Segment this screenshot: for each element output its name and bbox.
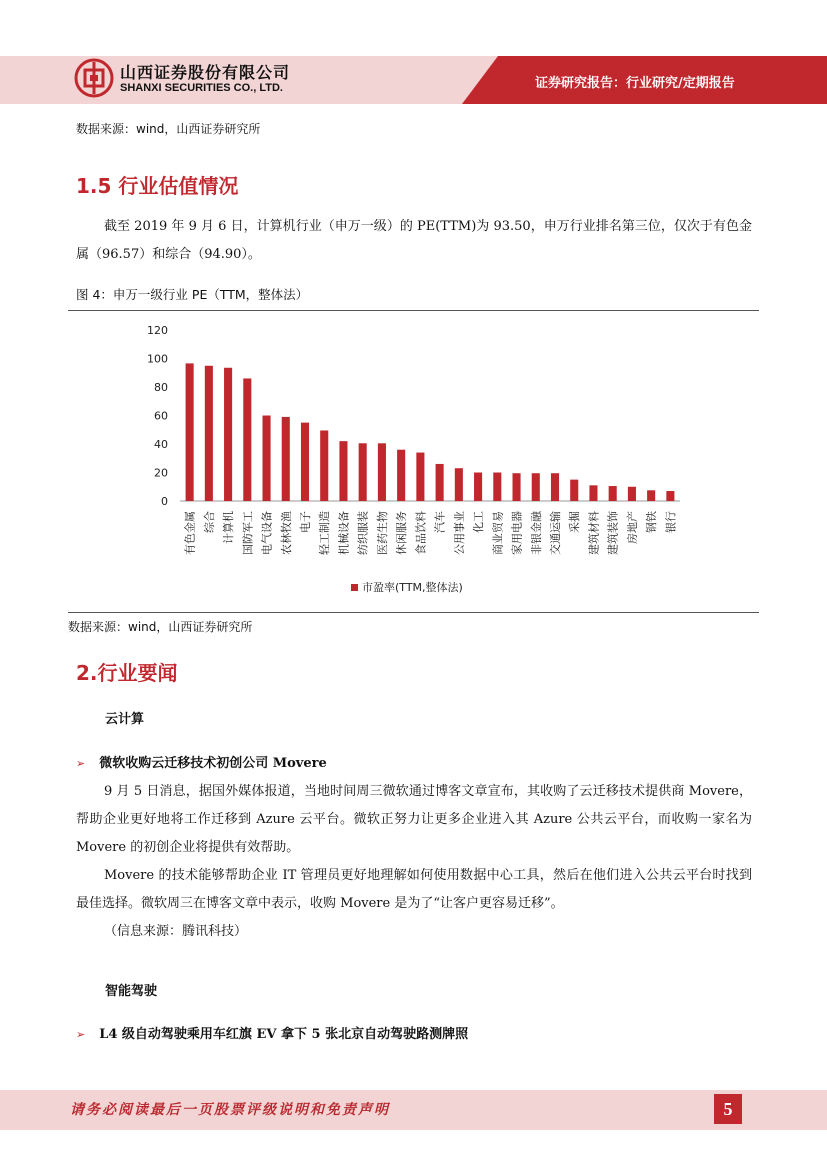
x-tick-label: 轻工制造 xyxy=(318,511,332,555)
bar xyxy=(628,487,636,501)
page-number: 5 xyxy=(714,1094,742,1124)
x-tick-label: 有色金属 xyxy=(183,511,197,555)
x-tick-label: 农林牧渔 xyxy=(279,511,293,555)
company-name-en: SHANXI SECURITIES CO., LTD. xyxy=(120,82,283,94)
bar xyxy=(224,368,232,501)
bar xyxy=(339,441,347,501)
news-title-microsoft: 微软收购云迁移技术初创公司 Movere xyxy=(99,756,327,771)
bar xyxy=(263,416,271,502)
section-title-2: 2.行业要闻 xyxy=(76,661,178,685)
subheading-cloud: 云计算 xyxy=(105,712,145,727)
news-title-hongqi: L4 级自动驾驶乘用车红旗 EV 拿下 5 张北京自动驾驶路测牌照 xyxy=(99,1027,469,1042)
bar xyxy=(243,378,251,501)
x-tick-label: 休闲服务 xyxy=(395,511,409,555)
y-tick-label: 120 xyxy=(147,324,168,337)
valuation-paragraph xyxy=(76,213,752,269)
x-tick-label: 家用电器 xyxy=(510,511,524,555)
pe-bar-chart xyxy=(68,312,759,610)
page-header xyxy=(0,0,827,108)
y-tick-label: 0 xyxy=(161,495,168,508)
news-item-microsoft xyxy=(76,752,327,771)
microsoft-para-2: Movere 的技术能够帮助企业 IT 管理员更好地理解如何使用数据中心工具，然后在他们进入公共云平台时找到最佳选择。微软周三在博客文章中表示，收购 Movere 是为了“让客户更容易迁移”。 xyxy=(76,868,752,911)
x-tick-label: 汽车 xyxy=(433,511,447,533)
bar xyxy=(551,473,559,501)
bar xyxy=(493,473,501,502)
valuation-text: 截至 2019 年 9 月 6 日，计算机行业（申万一级）的 PE(TTM)为 93.50，申万行业排名第三位，仅次于有色金属（96.57）和综合（94.90）。 xyxy=(76,219,752,262)
figure-top-rule xyxy=(68,310,759,311)
info-source: （信息来源：腾讯科技） xyxy=(104,924,248,939)
bar xyxy=(436,464,444,501)
figure-data-source: 数据来源：wind，山西证券研究所 xyxy=(68,620,253,634)
company-logo-icon xyxy=(74,58,114,98)
bars-group xyxy=(186,363,675,501)
bar xyxy=(570,480,578,501)
bar xyxy=(609,486,617,501)
y-tick-label: 80 xyxy=(154,381,168,394)
x-tick-label: 交通运输 xyxy=(549,511,562,555)
x-axis-labels xyxy=(183,510,678,555)
bar xyxy=(532,473,540,501)
x-tick-label: 非银金融 xyxy=(529,511,543,555)
bar xyxy=(416,453,424,501)
bullet-arrow-icon: ➢ xyxy=(76,1028,86,1041)
x-tick-label: 电气设备 xyxy=(260,511,274,555)
figure-title: 图 4：申万一级行业 PE（TTM，整体法） xyxy=(76,287,309,302)
legend-label: 市盈率(TTM,整体法) xyxy=(362,581,463,594)
bar xyxy=(320,430,328,501)
x-tick-label: 医药生物 xyxy=(375,511,389,555)
x-tick-label: 机械设备 xyxy=(337,511,351,555)
x-tick-label: 公用事业 xyxy=(452,511,466,555)
bar xyxy=(282,417,290,501)
x-tick-label: 采掘 xyxy=(568,511,582,533)
y-tick-label: 100 xyxy=(147,352,168,366)
bar xyxy=(186,363,194,501)
x-tick-label: 建筑装饰 xyxy=(606,511,620,555)
y-tick-label: 60 xyxy=(154,409,168,423)
microsoft-para-1: 9 月 5 日消息，据国外媒体报道，当地时间周三微软通过博客文章宣布，其收购了云迁移技术提供商 Movere，帮助企业更好地将工作迁移到 Azure 云平台。微软正努力让更多企业进入其 Azure 公共云平台，而收购一家名为 Movere 的初创企业将提供有效帮助。 xyxy=(76,784,752,855)
bar xyxy=(589,485,597,501)
x-tick-label: 房地产 xyxy=(625,511,639,544)
report-type-tag: 证券研究报告：行业研究/定期报告 xyxy=(535,76,735,91)
bar xyxy=(205,366,213,501)
bar xyxy=(513,473,521,501)
x-tick-label: 电子 xyxy=(299,511,312,533)
bullet-arrow-icon: ➢ xyxy=(76,757,86,770)
x-tick-label: 化工 xyxy=(472,511,486,533)
bar xyxy=(474,473,482,502)
x-tick-label: 食品饮料 xyxy=(414,511,428,555)
bar xyxy=(301,423,309,501)
y-tick-label: 40 xyxy=(154,438,168,451)
news-item-hongqi xyxy=(76,1023,468,1042)
section-title-1-5: 1.5 行业估值情况 xyxy=(76,174,239,198)
x-tick-label: 综合 xyxy=(202,511,216,533)
x-tick-label: 建筑材料 xyxy=(587,511,601,555)
top-data-source: 数据来源：wind，山西证券研究所 xyxy=(76,122,261,136)
footer-disclaimer: 请务必阅读最后一页股票评级说明和免责声明 xyxy=(70,1102,390,1118)
bar xyxy=(647,490,655,501)
x-tick-label: 钢铁 xyxy=(645,511,659,533)
company-name-cn: 山西证券股份有限公司 xyxy=(120,63,291,82)
chart-legend xyxy=(351,580,463,594)
microsoft-paragraphs xyxy=(76,778,752,946)
bar xyxy=(359,443,367,501)
bar xyxy=(666,491,674,501)
x-tick-label: 纺织服装 xyxy=(356,511,370,555)
bar xyxy=(397,450,405,501)
bar xyxy=(455,468,463,501)
x-tick-label: 银行 xyxy=(664,511,678,533)
x-tick-label: 计算机 xyxy=(222,511,236,544)
y-tick-label: 20 xyxy=(154,466,168,480)
legend-swatch xyxy=(351,584,358,591)
figure-bottom-rule xyxy=(68,612,759,613)
subheading-autonomous: 智能驾驶 xyxy=(105,984,158,999)
x-tick-label: 国防军工 xyxy=(241,511,255,555)
bar xyxy=(378,443,386,501)
x-tick-label: 商业贸易 xyxy=(491,511,505,555)
